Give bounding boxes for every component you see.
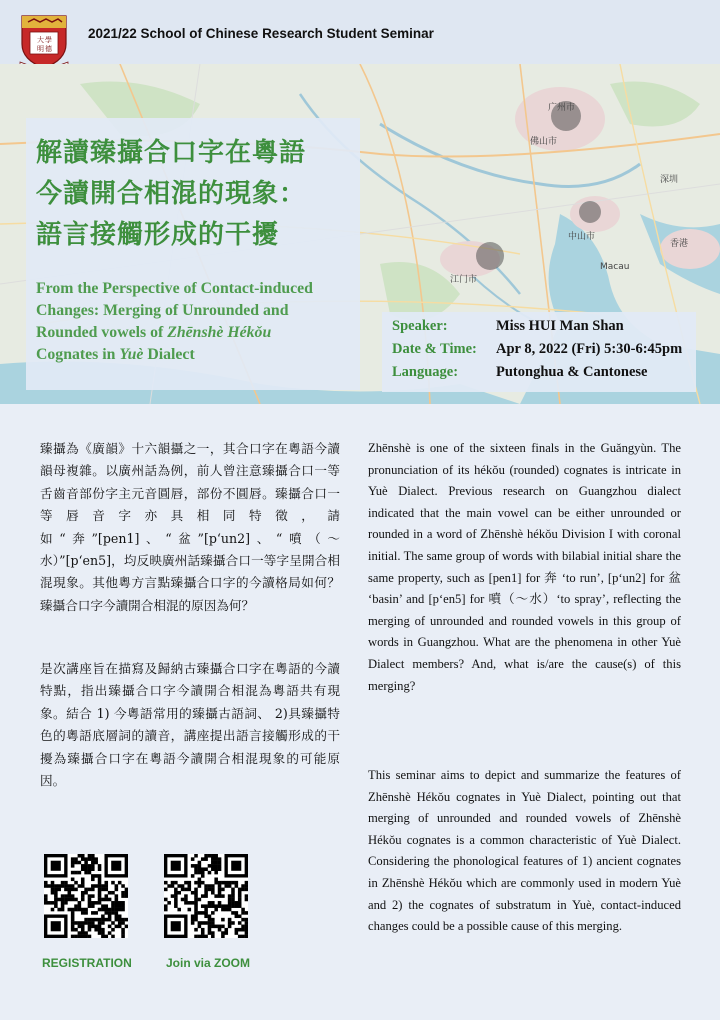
- map-label-hongkong: 香港: [670, 239, 689, 249]
- english-title-line-3: Rounded vowels of Zhēnshè Hékǒu: [36, 324, 272, 341]
- chinese-title-line-3: 語言接觸形成的干擾: [36, 220, 280, 250]
- english-title-line-2: Changes: Merging of Unrounded and: [36, 302, 289, 319]
- qr-pattern: [164, 854, 248, 938]
- map-label-zhongshan: 中山市: [568, 232, 596, 242]
- title-panel: [26, 118, 360, 390]
- chinese-abstract-paragraph-1: 臻攝為《廣韻》十六韻攝之一，其合口字在粵語今讀韻母複雜。以廣州話為例，前人曾注意臻攝合口一等舌齒音部份字主元音圓唇，部份不圓唇。臻攝合口一等唇音字亦具相同特徵，請如“奔”[pen1]、“盆”[pʻun2]、“噴（～水）”[pʻen5]，均反映廣州話臻攝合口一等字呈開合相混現象。其他粵方言點臻攝合口字的今讀格局如何？臻攝合口字今讀開合相混的原因為何？: [40, 441, 340, 613]
- english-title-line-4: Cognates in Yuè Dialect: [36, 346, 195, 363]
- chinese-title-line-1: 解讀臻攝合口字在粵語: [36, 138, 307, 168]
- zoom-join-label[interactable]: Join via ZOOM: [166, 956, 251, 970]
- map-label-jiangmen: 江门市: [450, 275, 478, 285]
- svg-text:德: 德: [45, 45, 52, 53]
- english-abstract-paragraph-2: This seminar aims to depict and summarize the features of Zhēnshè Hékǒu cognates in Yuè Dialect, pointing out that merging of unrounded and rounded vowels of Zhēnshè Hékǒu cognates is a common characteristic of Yuè Dialect. Considering the phonological features of 1) ancient cognates in Zhēnshè Hékǒu which are commonly used in modern Yuè and 2) the cognates of substratum in Yuè, contact-induced changes could be a possible cause of this merging.: [368, 768, 681, 934]
- speaker-label: Speaker:: [392, 318, 448, 334]
- crest-lettering: 大: [37, 36, 44, 44]
- chinese-title-line-2: 今讀開合相混的現象：: [36, 179, 307, 209]
- qr-pattern: [44, 854, 128, 938]
- language-label: Language:: [392, 364, 459, 380]
- map-label-shenzhen: 深圳: [660, 175, 679, 185]
- english-abstract-paragraph-1: Zhēnshè is one of the sixteen finals in the Guǎngyùn. The pronunciation of its hékǒu (rounded) cognates is intricate in Yuè Dialect. Previous research on Guangzhou dialect indicated that the main vowel can be either unrounded or rounded in a word of Zhēnshè hékǒu Division I with coronal initial. The same group of words with bilabial initial share the same property, such as [pen1] for 奔 ‘to run’, [pʻun2] for 盆 ‘basin’ and [pʻen5] for 噴（～水）‘to spray’, reflecting the merging of unrounded and rounded vowels in this group of words in Guangzhou. What are the phenomena in other Yuè Dialect members? And, what is/are the cause(s) of this merging?: [368, 441, 681, 693]
- english-title-line-1: From the Perspective of Contact-induced: [36, 280, 313, 297]
- map-label-macau: Macau: [600, 262, 630, 272]
- registration-qr-code[interactable]: [44, 854, 128, 938]
- datetime-label: Date & Time:: [392, 341, 477, 357]
- speaker-name: Miss HUI Man Shan: [496, 318, 624, 334]
- seminar-series-title: 2021/22 School of Chinese Research Student Seminar: [88, 26, 434, 41]
- map-marker: [579, 201, 601, 223]
- registration-label[interactable]: REGISTRATION: [42, 956, 132, 970]
- zoom-qr-code[interactable]: [164, 854, 248, 938]
- datetime-value: Apr 8, 2022 (Fri) 5:30-6:45pm: [496, 341, 683, 357]
- svg-text:明: 明: [37, 45, 44, 53]
- language-value: Putonghua & Cantonese: [496, 364, 648, 380]
- map-label-foshan: 佛山市: [530, 137, 558, 147]
- event-info-panel: [382, 312, 696, 392]
- map-marker: [476, 242, 504, 270]
- chinese-abstract-paragraph-2: 是次講座旨在描寫及歸納古臻攝合口字在粵語的今讀特點，指出臻攝合口字今讀開合相混為粵語共有現象。結合 1) 今粵語常用的臻攝古語詞、 2)具臻攝特色的粵語底層詞的讀音，講座提出語言接觸形成的干擾為臻攝合口字在粵語今讀開合相混現象的可能原因。: [40, 661, 340, 789]
- map-label-guangzhou: 广州市: [548, 103, 576, 113]
- university-crest-icon: [18, 14, 70, 70]
- svg-text:學: 學: [45, 36, 52, 44]
